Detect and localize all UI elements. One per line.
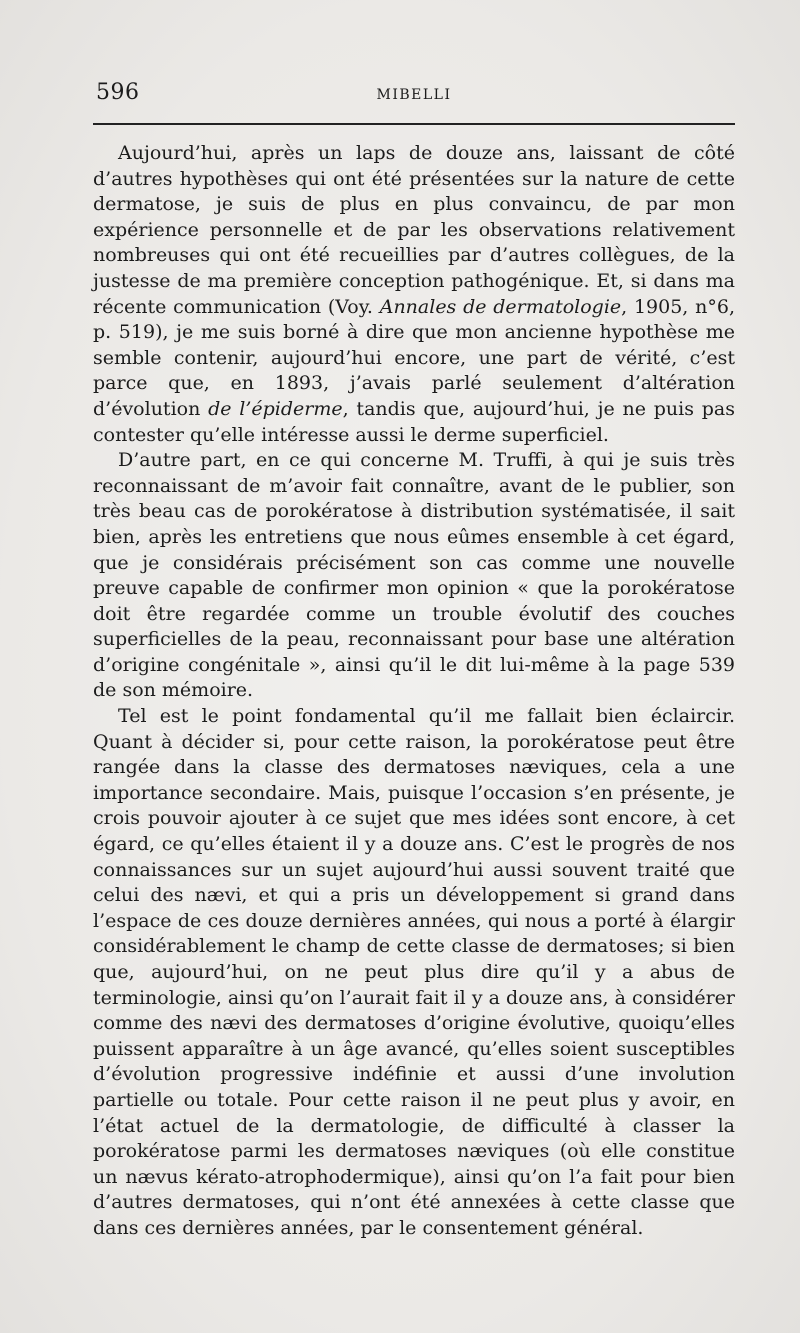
epidermis-emphasis: de l’épiderme	[208, 397, 343, 420]
paragraph-1-text-c: , tandis que, aujourd’hui, je ne puis pas contester qu’elle intéresse aussi le derme superficiel.	[93, 397, 735, 446]
journal-title: Annales de dermatologie	[379, 295, 622, 318]
running-title: MIBELLI	[376, 87, 452, 103]
header-rule	[93, 123, 735, 125]
page-number: 596	[96, 80, 140, 105]
paragraph-1	[93, 141, 735, 448]
page-header	[93, 80, 735, 120]
body-text	[93, 141, 735, 1242]
paragraph-1-text-a: Aujourd’hui, après un laps de douze ans, laissant de côté d’autres hypothèses qui ont été présentées sur la nature de cette dermatose, je suis de plus en plus convaincu, de par mon expérience personnelle et de par les observations relativement nombreuses qui ont été recueillies par d’autres collègues, de la justesse de ma première conception pathogénique. Et, si dans ma récente communication (Voy.	[93, 142, 735, 318]
paragraph-2: D’autre part, en ce qui concerne M. Truffi, à qui je suis très reconnaissant de m’avoir fait connaître, avant de le publier, son très beau cas de porokératose à distribution systématisée, il sait bien, après les entretiens que nous eûmes ensemble à cet égard, que je considérais précisément son cas comme une nouvelle preuve capable de confirmer mon opinion « que la porokératose doit être regardée comme un trouble évolutif des couches superficielles de la peau, reconnaissant pour base une altération d’origine congénitale », ainsi qu’il le dit lui-même à la page 539 de son mémoire.	[93, 449, 735, 702]
paragraph-3: Tel est le point fondamental qu’il me fallait bien éclaircir. Quant à décider si, pour cette raison, la porokératose peut être rangée dans la classe des dermatoses næviques, cela a une importance secondaire. Mais, puisque l’occasion s’en présente, je crois pouvoir ajouter à ce sujet que mes idées sont encore, à cet égard, ce qu’elles étaient il y a douze ans. C’est le progrès de nos connaissances sur un sujet aujourd’hui aussi souvent traité que celui des nævi, et qui a pris un développement si grand dans l’espace de ces douze dernières années, qui nous a porté à élargir considérablement le champ de cette classe de dermatoses; si bien que, aujourd’hui, on ne peut plus dire qu’il y a abus de terminologie, ainsi qu’on l’aurait fait il y a douze ans, à considérer comme des nævi des dermatoses d’origine évolutive, quoiqu’elles puissent apparaître à un âge avancé, qu’elles soient susceptibles d’évolution progressive indéfinie et aussi d’une involution partielle ou totale. Pour cette raison il ne peut plus y avoir, en l’état actuel de la dermatologie, de difficulté à classer la porokératose parmi les dermatoses næviques (où elle constitue un nævus kérato-atrophodermique), ainsi qu’on l’a fait pour bien d’autres dermatoses, qui n’ont été annexées à cette classe que dans ces dernières années, par le consentement général.	[93, 705, 735, 1239]
paragraph-1-text-b: , 1905, n°6, p. 519), je me suis borné à dire que mon ancienne hypothèse me semble contenir, aujourd’hui encore, une part de vérité, c’est parce que, en 1893, j’avais parlé seulement d’altération d’évolution	[93, 295, 735, 420]
